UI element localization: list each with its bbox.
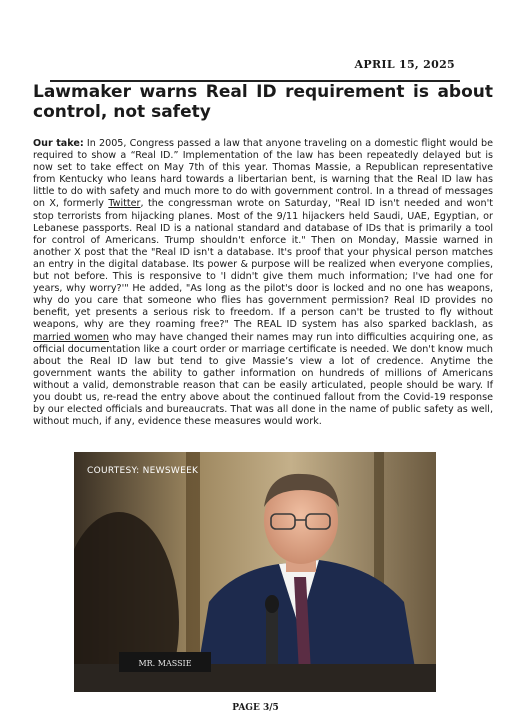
photo-credit: COURTESY: NEWSWEEK [87,466,199,476]
body-text-1: In 2005, Congress passed a law that anyone traveling on a domestic flight would be required to show a “Real ID.” Implementation of the law has been repeatedly delayed but is now set to take effect on May 7th of this year. Thomas Massie, a Republican representative from Kentucky who leans hard towards a libertarian bent, is warning that the Real ID law has little to do with safety and much more to do with government control. In a thread of messages on X, formerly [33,138,493,210]
article-body [33,138,493,428]
lead-label: Our take: [33,138,84,149]
twitter-link[interactable]: Twitter [108,198,141,210]
page-number: PAGE 3/5 [232,703,279,713]
nameplate-text: MR. MASSIE [138,659,192,668]
issue-date: APRIL 15, 2025 [354,58,455,71]
married-women-link[interactable]: married women [33,331,109,343]
body-text-2: , the congressman wrote on Saturday, "Real ID isn't needed and won't stop terrorists from hijacking planes. Most of the 9/11 hijackers held Saudi, UAE, Egyptian, or Lebanese passports. Real ID is a national standard and database of IDs that is primarily a tool for control of Americans. Trump shouldn't enforce it." Then on Monday, Massie warned in another X post that the "Real ID isn't a database. It's proof that your physical person matches an entry in the digital database. Its power & purpose will be realized when everyone complies, but not before. This is responsive to 'I didn't give them much information; I've had one for years, why worry?'" He added, "As long as the pilot's door is locked and no one has weapons, why do you care that someone who flies has government permission? Real ID provides no benefit, yet presents a serious risk to freedom. If a person can't be trusted to fly without weapons, why are they roaming free?" The REAL ID system has also sparked backlash, as [33,198,493,331]
article-photo [74,452,436,692]
article-headline: Lawmaker warns Real ID requirement is about control, not safety [33,82,493,122]
massie-photo-illustration [74,452,436,692]
body-text-3: who may have changed their names may run into difficulties acquiring one, as official documentation like a court order or marriage certificate is needed. We don't know much about the Real ID law but tend to give Massie’s view a lot of credence. Anytime the government wants the ability to gather information on hundreds of millions of Americans without a valid, demonstrable reason that can be easily articulated, people should be wary. If you doubt us, re-read the entry above about the continued fallout from the Covid-19 response by our elected officials and bureaucrats. That was all done in the name of public safety as well, without much, if any, evidence these measures would work. [33,331,493,428]
